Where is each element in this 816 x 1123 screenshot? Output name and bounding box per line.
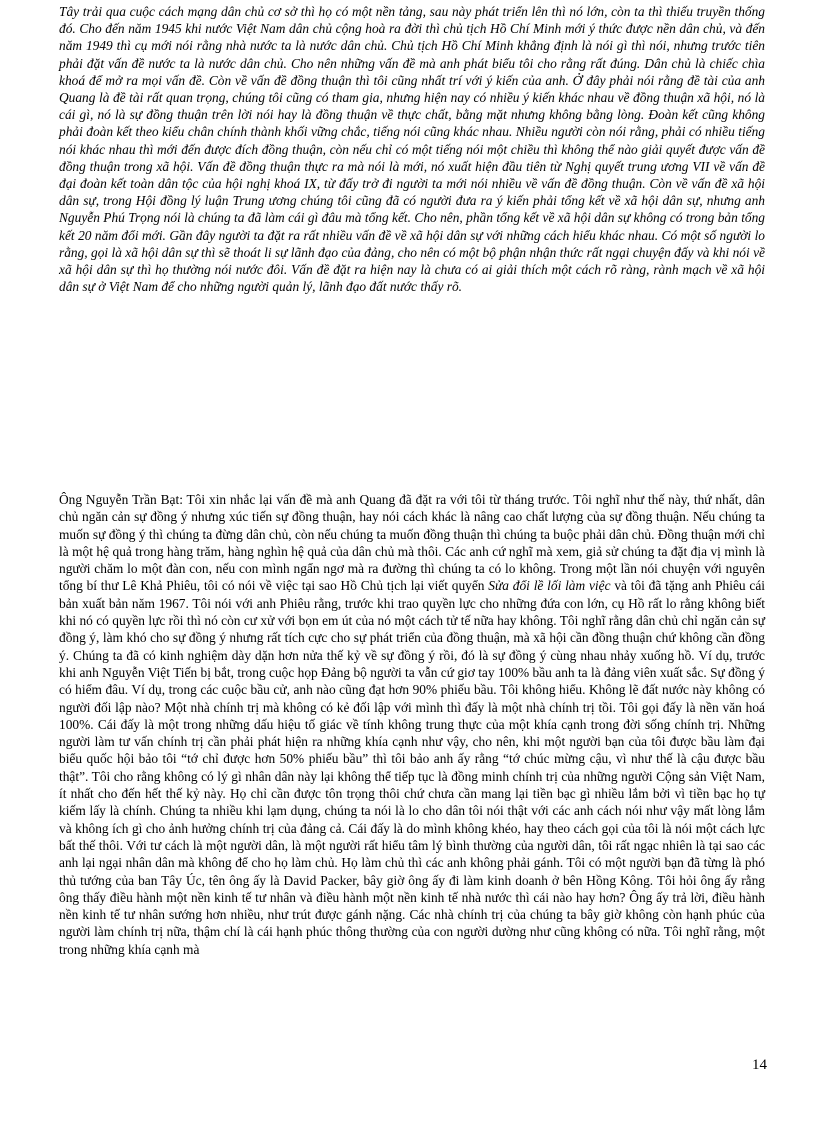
page-number: 14: [752, 1057, 767, 1073]
main-paragraph-part2: và tôi đã tặng anh Phiêu cái bản xuất bản năm 1967. Tôi nói với anh Phiêu rằng, trước khi trao quyền lực cho những đứa con lớn, cụ Hồ rất lo rằng không biết khi nó có quyền lực rồi thì nó còn cư xử với bọn em út của nó một cách tử tế nữa hay không. Tôi nghĩ rằng dân chủ chỉ ngăn cản sự đồng ý, làm khó cho sự đồng ý nhưng rất tích cực cho sự phát triển của đồng thuận, mà xã hội cần đồng thuận chứ không cần đồng ý. Chúng ta đã có kinh nghiệm dày dặn hơn nửa thế kỷ về sự đồng ý rồi, đó là sự đồng ý cùng nhau nhảy xuống hồ. Ví dụ, trước khi anh Nguyễn Việt Tiến bị bắt, trong cuộc họp Đảng bộ người ta vẫn cứ giơ tay 100% bầu anh ta là đảng viên xuất sắc. Sự đồng ý có hiểm đâu. Ví dụ, trong các cuộc bầu cử, anh nào cũng đạt hơn 90% phiếu bầu. Tôi không hiểu. Không lẽ đất nước này không có người đối lập nào? Một nhà chính trị mà không có kẻ đối lập với mình thì đấy là một nhà chính trị tồi. Tôi gọi đấy là nền văn hoá 100%. Cái đấy là một trong những dấu hiệu tố giác về tính không trung thực của một khía cạnh trong đời sống chính trị. Những người làm tư vấn chính trị cần phải phát hiện ra những khía cạnh như vậy, cho nên, khi một người bạn của tôi được bầu làm đại biểu quốc hội bảo tôi “tớ chỉ được hơn 50% phiếu bầu” thì tôi bảo anh ấy rằng “tớ chúc mừng cậu, vì như thế là cậu được bầu thật”. Tôi cho rằng không có lý gì nhân dân này lại không thể tiếp tục là đồng minh chính trị của những người Cộng sản Việt Nam, ít nhất cho đến hết thế kỷ này. Họ chỉ cần được tôn trọng thôi chứ chưa cần mang lại tiền bạc gì nhiều lắm bởi vì tiền bạc họ tự kiếm lấy là chính. Chúng ta nhiều khi lạm dụng, chúng ta nói là lo cho dân tôi nói thật với các anh cách nói như vậy mất lòng lắm và không ích gì cho ảnh hưởng chính trị của đảng cả. Cái đấy là do mình không khéo, hay theo cách gọi của tôi là nói một cách lực bất thế thôi. Với tư cách là một người dân, là một người rất hiểu tâm lý bình thường của người dân, tôi rất ngạc nhiên là tại sao các anh lại ngại nhân dân mà không để cho họ làm chủ. Họ làm chủ thì các anh không phải gánh. Tôi có một người bạn đã từng là phó thủ tướng của ban Tây Úc, tên ông ấy là David Packer, bây giờ ông ấy đi làm kinh doanh ở bên Hồng Kông. Tôi hỏi ông ấy rằng ông thấy điều hành một nền kinh tế tư nhân và điều hành một nền kinh tế nhà nước thì cái nào hay hơn? Ông ấy trả lời, điều hành nền kinh tế tư nhân sướng hơn nhiều, như trút được gánh nặng. Các nhà chính trị của chúng ta bây giờ không còn hạnh phúc của người làm chính trị nữa, thậm chí là cái hạnh phúc thông thường của con người dường như cũng không có nữa. Tôi nghĩ rằng, một trong những khía cạnh mà: [59, 578, 765, 957]
book-title: Sửa đổi lề lối làm việc: [488, 578, 611, 594]
main-paragraph-part1: Ông Nguyễn Trần Bạt: Tôi xin nhắc lại vấn đề mà anh Quang đã đặt ra với tôi từ tháng trước. Tôi nghĩ như thế này, thứ nhất, dân chủ ngăn cản sự đồng ý nhưng xúc tiến sự đồng thuận, hay nói cách khác là nâng cao chất lượng của sự đồng thuận. Nếu chúng ta muốn sự đồng ý thì chúng ta đừng dân chủ, còn nếu chúng ta muốn đồng thuận thì chúng ta buộc phải dân chủ. Đồng thuận mới chỉ là một hệ quả trong hàng trăm, hàng nghìn hệ quả của dân chủ mà thôi. Các anh cứ nghĩ mà xem, giả sử chúng ta đặt địa vị mình là người chăm lo một đàn con, nếu con mình ngẩn ngơ mà ra đường thì chúng ta có lo không. Trong một lần nói chuyện với nguyên tổng bí thư Lê Khả Phiêu, tôi có nói về việc tại sao Hồ Chủ tịch lại viết quyển: [59, 492, 765, 594]
intro-paragraph: Tây trải qua cuộc cách mạng dân chủ cơ sở thì họ có một nền tảng, sau này phát triển lên thì nó lớn, còn ta thì thiếu truyền thống đó. Cho đến năm 1945 khi nước Việt Nam dân chủ cộng hoà ra đời thì chủ tịch Hồ Chí Minh mới ý thức được nền dân chủ, và đến năm 1949 thì cụ mới nói rằng nhà nước ta là nước dân chủ. Chủ tịch Hồ Chí Minh khẳng định là nói gì thì nói, nhưng trước tiên phải đặt vấn đề nước ta là nước dân chủ. Cho nên những vấn đề mà anh phát biểu tôi cho rằng rất đúng. Dân chủ là chiếc chìa khoá để mở ra mọi vấn đề. Còn về vấn đề đồng thuận thì tôi cũng nhất trí với ý kiến của anh. Ở đây phải nói rằng đề tài của anh Quang là đề tài rất quan trọng, chúng tôi cũng có tham gia, nhưng hiện nay có nhiều ý kiến khác nhau về đồng thuận xã hội, nó là cái gì, nó là sự đồng thuận trên lời nói hay là đồng thuận về thực chất, bằng mặt nhưng không bằng lòng. Đoàn kết cũng không phải đoàn kết theo kiểu chân chính thành khối vững chắc, tiếng nói cũng khác nhau. Nhiều người còn nói rằng, phải có nhiều tiếng nói khác nhau thì mới đến được đích đồng thuận, còn nếu chỉ có một tiếng nói một chiều thì không thể nào giải quyết được vấn đề đồng thuận trong xã hội. Vấn đề đồng thuận thực ra mà nói là mới, nó xuất hiện đầu tiên từ Nghị quyết trung ương VII về vấn đề đại đoàn kết toàn dân tộc của hội nghị khoá IX, từ đấy trở đi người ta mới nói nhiều về vấn đề đồng thuận. Còn về vấn đề xã hội dân sự, trong Hội đồng lý luận Trung ương chúng tôi cũng đã có người đưa ra ý kiến phải tổng kết về xã hội dân sự, nhưng anh Nguyễn Phú Trọng nói là chúng ta đã làm cái gì đâu mà tổng kết. Cho nên, phần tổng kết về xã hội dân sự không có trong bản tổng kết 20 năm đổi mới. Gần đây người ta đặt ra rất nhiều vấn đề về xã hội dân sự với những cách hiểu khác nhau. Có một số người lo rằng, gọi là xã hội dân sự thì sẽ thoát li sự lãnh đạo của đảng, cho nên có một bộ phận nhận thức rất ngại chuyện đấy và khi nói về xã hội dân sự thì họ thường nói nước đôi. Vấn đề đặt ra hiện nay là chưa có ai giải thích một cách rõ ràng, rành mạch về xã hội dân sự ở Việt Nam để cho những người quản lý, lãnh đạo đất nước thấy rõ.: [59, 4, 765, 295]
main-paragraph: [59, 491, 765, 958]
